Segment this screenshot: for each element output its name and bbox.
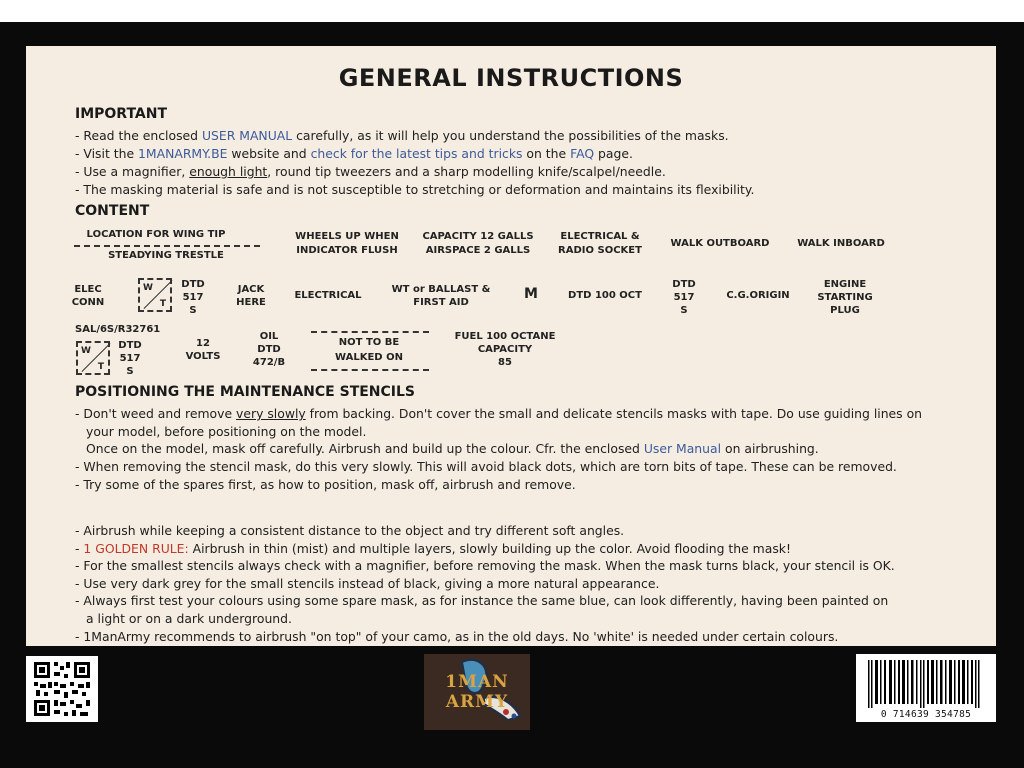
stencil-capacity-2: AIRSPACE 2 GALLS <box>425 245 531 256</box>
content-heading: CONTENT <box>75 203 150 219</box>
positioning-line-2: your model, before positioning on the model. <box>86 424 367 439</box>
stencil-walk-outboard: WALK OUTBOARD <box>670 238 770 249</box>
stencil-electrical: ELECTRICAL <box>294 290 362 301</box>
stencil-wheels-2: INDICATOR FLUSH <box>296 245 398 256</box>
airbrush-line-3: - For the smallest stencils always check with a magnifier, before removing the mask. When the mask turns black, your stencil is OK. <box>75 558 895 573</box>
stencil-electrical-radio-1: ELECTRICAL & <box>560 231 640 242</box>
stencil-oil-1: OIL <box>259 331 279 342</box>
stencil-dtd517-b-2: 517 <box>673 292 695 303</box>
stencil-engine-1: ENGINE <box>823 279 867 290</box>
stencil-electrical-radio-2: RADIO SOCKET <box>558 245 642 256</box>
stencil-dtd517-a-1: DTD <box>181 279 205 290</box>
stencil-dtd517-c-1: DTD <box>118 340 142 351</box>
stencil-oil-2: DTD <box>257 344 281 355</box>
important-heading: IMPORTANT <box>75 106 168 122</box>
positioning-line-3: Once on the model, mask off carefully. Airbrush and build up the colour. Cfr. the enclosed User Manual on airbrushing. <box>86 441 819 456</box>
user-manual-link-2[interactable]: User Manual <box>643 441 722 456</box>
stencil-dtd517-c-3: S <box>126 366 134 377</box>
airbrush-line-4: - Use very dark grey for the small stencils instead of black, giving a more natural appearance. <box>75 576 660 591</box>
golden-rule-label: 1 GOLDEN RULE: <box>83 541 189 556</box>
stencil-not-walked-1: NOT TO BE <box>338 337 400 348</box>
barcode-number: 0 714639 354785 <box>880 709 972 720</box>
stencil-elec-conn-1: ELEC <box>74 284 102 295</box>
stencil-wing-tip-1: LOCATION FOR WING TIP <box>86 229 226 240</box>
stencil-walk-inboard: WALK INBOARD <box>797 238 885 249</box>
stencil-engine-3: PLUG <box>830 305 860 316</box>
important-line-4: - The masking material is safe and is not susceptible to stretching or deformation and maintains its flexibility. <box>75 182 755 197</box>
airbrush-line-5: - Always first test your colours using some spare mask, as for instance the same blue, can look differently, having been painted on <box>75 593 889 608</box>
instructions-panel <box>26 46 996 646</box>
stencil-fuel-1: FUEL 100 OCTANE <box>454 331 556 342</box>
positioning-line-5: - Try some of the spares first, as how to position, mask off, airbrush and remove. <box>75 477 576 492</box>
stencil-dtd517-b-3: S <box>680 305 688 316</box>
positioning-heading: POSITIONING THE MAINTENANCE STENCILS <box>75 384 416 400</box>
positioning-line-4: - When removing the stencil mask, do this very slowly. This will avoid black dots, which are torn bits of tape. These can be removed. <box>75 459 897 474</box>
qr-code[interactable] <box>26 656 98 722</box>
stencil-engine-2: STARTING <box>817 292 873 303</box>
stencil-volts-1: 12 <box>196 338 210 349</box>
stencil-ballast-2: FIRST AID <box>413 297 469 308</box>
airbrush-line-7: - 1ManArmy recommends to airbrush "on top" of your camo, as in the old days. No 'white' is needed under certain colours. <box>75 629 839 644</box>
stencil-dtd517-a-2: 517 <box>182 292 204 303</box>
brand-logo <box>424 654 530 730</box>
positioning-line-1: - Don't weed and remove very slowly from backing. Don't cover the small and delicate stencils masks with tape. Do use guiding lines on <box>75 406 923 421</box>
stencil-capacity-1: CAPACITY 12 GALLS <box>422 231 534 242</box>
stencil-sal: SAL/6S/R32761 <box>75 324 161 335</box>
page-title: GENERAL INSTRUCTIONS <box>338 64 684 92</box>
dashed-rule <box>74 245 260 247</box>
stencil-wing-tip-2: STEADYING TRESTLE <box>108 250 224 261</box>
dashed-rule-2 <box>311 331 429 333</box>
stencil-not-walked-2: WALKED ON <box>335 352 403 363</box>
barcode <box>856 654 996 722</box>
stencil-ballast-1: WT or BALLAST & <box>391 284 491 295</box>
stencil-fuel-3: 85 <box>498 357 512 368</box>
faq-link[interactable]: FAQ <box>570 146 595 161</box>
stencil-wheels-1: WHEELS UP WHEN <box>295 231 399 242</box>
user-manual-link[interactable]: USER MANUAL <box>201 128 293 143</box>
logo-wordmark: 1MAN ARMY <box>445 672 509 712</box>
stencil-cg-origin: C.G.ORIGIN <box>726 290 790 301</box>
important-line-2: - Visit the 1MANARMY.BE website and check for the latest tips and tricks on the FAQ page. <box>75 146 633 161</box>
website-link[interactable]: 1MANARMY.BE <box>138 146 228 161</box>
stencil-fuel-2: CAPACITY <box>477 344 533 355</box>
important-line-1: - Read the enclosed USER MANUAL carefully, as it will help you understand the possibilities of the masks. <box>75 128 729 143</box>
wt-stencil-box: W T <box>138 278 172 312</box>
tips-link[interactable]: check for the latest tips and tricks <box>310 146 523 161</box>
dashed-rule-3 <box>311 369 429 371</box>
stencil-oil-3: 472/B <box>252 357 286 368</box>
stencil-jack-1: JACK <box>237 284 265 295</box>
airbrush-line-6: a light or on a dark underground. <box>86 611 292 626</box>
stencil-dtd517-a-3: S <box>189 305 197 316</box>
wt-stencil-box-2: W T <box>76 341 110 375</box>
stencil-dtd517-c-2: 517 <box>119 353 141 364</box>
important-line-3: - Use a magnifier, enough light, round tip tweezers and a sharp modelling knife/scalpel/needle. <box>75 164 666 179</box>
stencil-elec-conn-2: CONN <box>71 297 105 308</box>
stencil-dtd517-b-1: DTD <box>672 279 696 290</box>
airbrush-line-2: - 1 GOLDEN RULE: Airbrush in thin (mist) and multiple layers, slowly building up the color. Avoid flooding the mask! <box>75 541 791 556</box>
stencil-dtd100: DTD 100 OCT <box>568 290 642 301</box>
stencil-m: M <box>524 286 538 302</box>
stencil-jack-2: HERE <box>236 297 266 308</box>
airbrush-line-1: - Airbrush while keeping a consistent distance to the object and try different soft angles. <box>75 523 625 538</box>
stencil-volts-2: VOLTS <box>185 351 221 362</box>
